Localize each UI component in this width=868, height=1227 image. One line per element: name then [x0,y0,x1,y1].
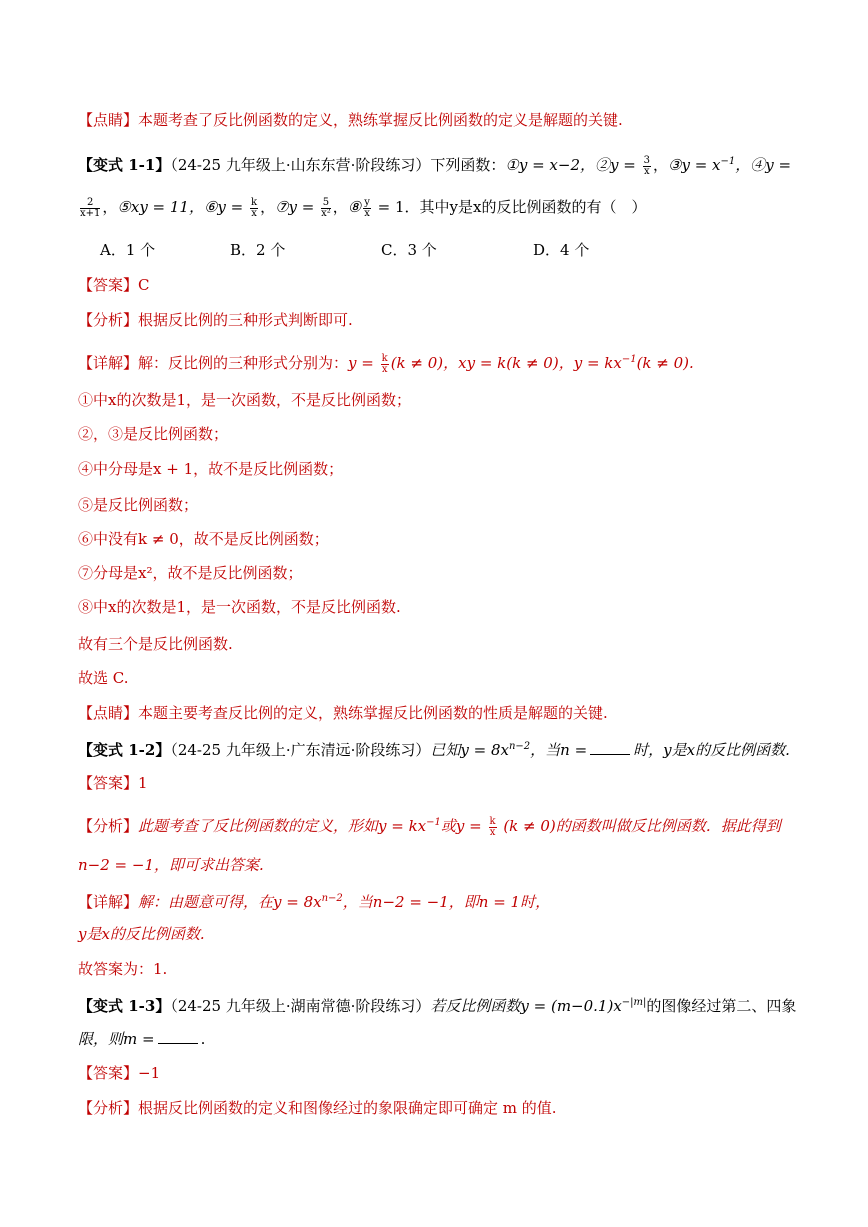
tag-key-point: 【点睛】 [78,111,139,129]
detail-step: 故选 C. [78,669,129,687]
denominator: x [489,826,496,838]
tag-analysis: 【分析】 [78,311,139,329]
analysis-c: (k ≠ 0)的函数叫做反比例函数．据此得到 [498,817,781,835]
detail-step: ④中分母是x + 1，故不是反比例函数； [78,460,344,478]
tag-detail: 【详解】 [78,893,139,911]
variant-1-3 [78,993,796,1016]
denominator: x [381,363,388,375]
detail-b: ，当n−2 = −1，即n = 1时， [342,893,551,911]
option-a: A．1 个 [100,241,156,259]
fraction [250,198,258,219]
option-b: B．2 个 [230,241,286,259]
tag-answer: 【答案】 [78,276,139,294]
tag-key-point: 【点睛】 [78,704,139,722]
numerator: 2 [80,198,100,209]
variant-1-1-line1 [78,152,791,177]
question-tail: = 1．其中y是x的反比例函数的有（ ） [372,198,647,216]
answer-1-2 [78,773,148,793]
numerator: 5 [322,196,330,208]
detail-lead: 解：反比例的三种形式分别为： [138,354,349,372]
key-point-text: 本题考查了反比例函数的定义，熟练掌握反比例函数的定义是解题的关键. [138,111,623,129]
numerator: 3 [643,154,650,166]
exponent: −1 [621,354,637,365]
func-8: ⑧ [347,198,362,216]
sep: ， [332,198,348,216]
question-b: 的图像经过第二、四象 [646,997,797,1015]
detail-step: ⑥中没有k ≠ 0，故不是反比例函数； [78,530,329,548]
exponent: −1 [426,817,441,828]
detail-step: ⑤是反比例函数； [78,496,199,514]
exponent: −|m| [621,997,647,1008]
question-a: 已知y = 8x [430,741,509,759]
question-c: 时，y是x的反比例函数. [633,741,790,759]
detail-step: ①中x的次数是1，是一次函数，不是反比例函数； [78,391,412,409]
tag-answer: 【答案】 [78,774,139,792]
numerator: k [381,352,388,364]
answer-blank [590,754,630,755]
fraction [643,156,651,177]
tag-variant: 【变式 1-3】 [78,997,171,1015]
source: （24-25 九年级上·广东清远·阶段练习） [170,741,431,759]
analysis-b: 或y = [440,817,487,835]
denominator: x² [321,207,331,219]
analysis-1-1 [78,310,353,330]
variant-1-2 [78,737,790,760]
analysis-text: 根据反比例的三种形式判断即可. [138,311,353,329]
answer-text: C [138,276,150,294]
detail-1-2 [78,889,550,912]
sep: ， [652,156,668,174]
func-4-lead: ，④y = [735,156,792,174]
option-c: C．3 个 [381,241,437,259]
exponent: n−2 [508,741,531,752]
fraction [80,198,100,219]
tag-answer: 【答案】 [78,1064,139,1082]
numerator: y [364,196,370,208]
tag-analysis: 【分析】 [78,1099,139,1117]
tag-variant: 【变式 1-1】 [78,156,171,174]
detail-step: ⑦分母是x²，故不是反比例函数； [78,564,303,582]
key-point-1 [78,110,623,130]
variant-1-3-line2 [78,1029,205,1049]
tag-variant: 【变式 1-2】 [78,741,171,759]
tag-analysis: 【分析】 [78,817,139,835]
denominator: x [643,165,650,177]
sep: ， [102,198,118,216]
denominator: x+1 [80,207,101,219]
func-6: ⑥y = [203,198,249,216]
detail-a: 解：由题意可得，在y = 8x [138,893,322,911]
func-1: ①y = x−2， [505,156,596,174]
question-a: 若反比例函数y = (m−0.1)x [430,997,622,1015]
question-lead: 下列函数： [430,156,506,174]
question-b: ，当n = [530,741,588,759]
detail-1-2-line3: 故答案为：1. [78,960,168,978]
detail-step: 故有三个是反比例函数. [78,635,233,653]
source: （24-25 九年级上·湖南常德·阶段练习） [170,997,431,1015]
fraction [363,198,371,219]
form-2: (k ≠ 0)，xy = k(k ≠ 0)，y = kx [390,354,622,372]
func-2: ②y = [595,156,641,174]
analysis-a: 此题考查了反比例函数的定义，形如y = kx [138,817,427,835]
func-5: ⑤xy = 11， [117,198,204,216]
numerator: k [251,196,258,208]
analysis-1-2 [78,813,781,838]
analysis-1-3 [78,1098,557,1118]
answer-1-1 [78,275,150,295]
answer-blank [158,1043,198,1044]
fraction [381,354,389,375]
answer-text: 1 [138,774,148,792]
form-3: (k ≠ 0). [636,354,694,372]
func-7: ⑦y = [275,198,320,216]
source: （24-25 九年级上·山东东营·阶段练习） [170,156,431,174]
detail-1-1 [78,350,694,375]
analysis-1-2-line2: n−2 = −1，即可求出答案. [78,856,264,874]
tag-detail: 【详解】 [78,354,139,372]
func-3: ③y = x [668,156,721,174]
option-d: D．4 个 [533,241,590,259]
denominator: x [364,207,370,219]
detail-step: ②，③是反比例函数； [78,425,229,443]
question-d: . [200,1030,206,1048]
exponent: n−2 [321,893,343,904]
analysis-text: 根据反比例函数的定义和图像经过的象限确定即可确定 m 的值. [138,1099,557,1117]
fraction [321,198,331,219]
key-point-2 [78,703,608,723]
detail-step: ⑧中x的次数是1，是一次函数，不是反比例函数. [78,598,401,616]
sep: ， [260,198,276,216]
exponent: −1 [720,156,736,167]
key-point-text: 本题主要考查反比例的定义，熟练掌握反比例函数的性质是解题的关键. [138,704,608,722]
form-1: y = [348,354,379,372]
variant-1-1-line2 [78,197,647,219]
numerator: k [489,815,496,827]
denominator: x [251,207,257,219]
answer-text: −1 [138,1064,161,1082]
fraction [489,817,497,838]
question-c: 限，则m = [78,1030,155,1048]
answer-1-3 [78,1063,160,1083]
detail-1-2-line2: y是x的反比例函数. [78,925,205,943]
